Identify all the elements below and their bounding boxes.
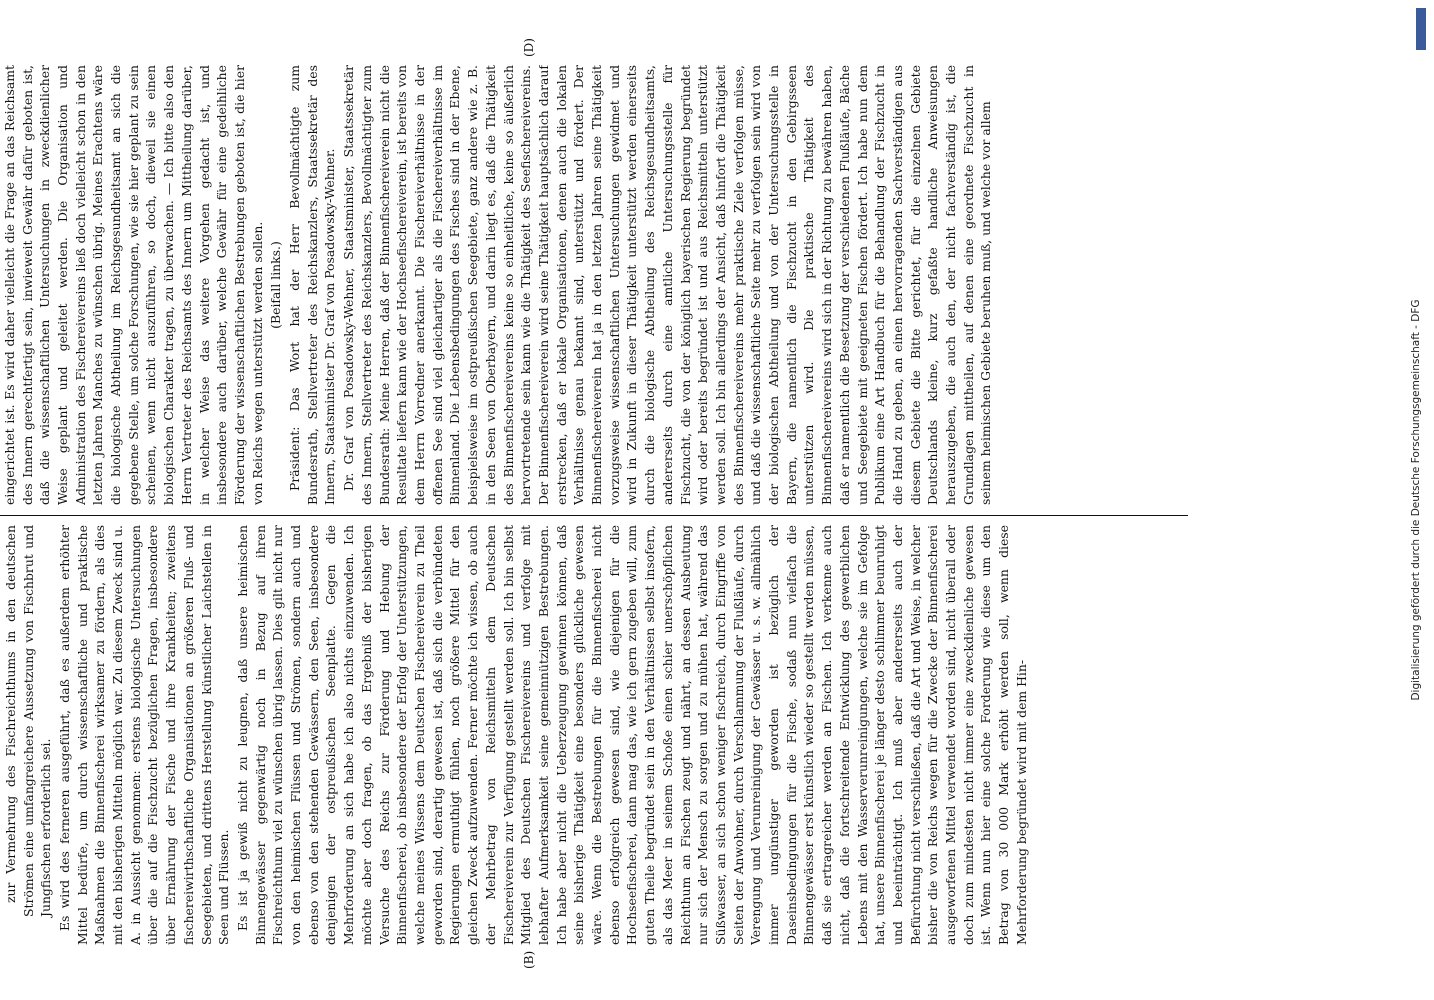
right-column: [0, 65, 1192, 505]
applause-note: (Beifall links.): [268, 241, 284, 329]
paragraph: [0, 525, 1, 945]
margin-letter-d: (D): [522, 38, 536, 57]
paragraph: eingerichtet ist. Es wird daher vielleicht die Frage an das Reichsamt des Innern gerechtfertigt sein, inwieweit Gewähr dafür geboten ist, daß die wissenschaftlichen Untersuchungen in zweckdienlicher Weise geplant und geleitet werden. Die Organisation und Administration des Fischereivereins ließ doch vielleicht schon in den letzten Jahren Manches zu wünschen übrig. Meines Erachtens wäre die biologische Abtheilung im Reichsgesundheitsamt an sich die gegebene Stelle, um solche Forschungen, wie sie hier geplant zu sein scheinen, wenn nicht auszuführen, so doch, dieweil sie einen biologischen Charakter tragen, zu überwachen. — Ich bitte also den Herrn Vertreter des Reichsamts des Innern um Mittheilung darüber, in welcher Weise das weitere Vorgehen gedacht ist, und insbesondere auch darüber, welche Gewähr für eine gedeihliche Förderung der wissenschaftlichen Bestrebungen geboten ist, die hier von Reichs wegen unterstützt werden sollen.: [1, 65, 265, 505]
quoted-paragraph: zur Vermehrung des Fischreichthums in den deutschen Strömen eine umfangreichere Aussetzung von Fischbrut und Jungfischen erforderlich sei.: [2, 525, 54, 917]
president-paragraph: Präsident: Das Wort hat der Herr Bevollmächtigte zum Bundesrath, Stellvertreter des Reichskanzlers, Staatssekretär des Innern, Staatsminister Dr. Graf von Posadowsky-Wehner.: [287, 65, 338, 505]
paragraph: Es ist ja gewiß nicht zu leugnen, daß unsere heimischen Binnengewässer gegenwärtig noch in Bezug auf ihren Fischreichthum viel zu wünschen übrig lassen. Dies gilt nicht nur von den heimischen Flüssen und Strömen, sondern auch und ebenso von den stehenden Gewässern, den Seen, insbesondere denjenigen der ostpreußischen Seenplatte. Gegen die Mehrforderung an sich habe ich also nichts einzuwenden. Ich möchte aber doch fragen, ob das Ergebniß der bisherigen Versuche des Reichs zur Förderung und Hebung der Binnenfischerei, ob insbesondere der Erfolg der Unterstützungen, welche meines Wissens dem Deutschen Fischereiverein zu Theil geworden sind, derartig gewesen ist, daß sich die verbündeten Regierungen ermuthigt fühlen, noch größere Mittel für den gleichen Zweck aufzuwenden. Ferner möchte ich wissen, ob auch der Mehrbetrag von Reichsmitteln dem Deutschen Fischereiverein zur Verfügung gestellt werden soll. Ich bin selbst Mitglied des Deutschen Fischereivereins und verfolge mit lebhafter Aufmerksamkeit seine gemeinnützigen Bestrebungen. Ich habe aber nicht die Ueberzeugung gewinnen können, daß seine bisherige Thätigkeit eine besonders glückliche gewesen wäre. Wenn die Bestrebungen für die Binnenfischerei nicht ebenso erfolgreich gewesen sind, wie diejenigen für die Hochseefischerei, dann mag das, wie ich gern zugeben will, zum guten Theile begründet sein in den Verhältnissen selbst insofern, als das Meer in seinem Schoße einen schier unerschöpflichen Reichthum an Fischen zeugt und nährt, an dessen Ausbeutung nur sich der Mensch zu sorgen und zu mühen hat, während das Süßwasser, an sich schon weniger fischreich, durch Eingriffe von Seiten der Anwohner, durch Verschlammung der Flußläufe, durch Verengung und Verunreinigung der Gewässer u. s. w. allmählich immer ungünstiger geworden ist bezüglich der Daseinsbedingungen für die Fische, sodaß nun vielfach die Binnengewässer erst künstlich wieder so gestellt werden müssen, daß sie ertragreicher werden an Fischen. Ich verkenne auch nicht, daß die fortschreitende Entwicklung des gewerblichen Lebens mit den Wasserverunreinigungen, welche sie im Gefolge hat, unsere Binnenfischerei je länger desto schlimmer beunruhigt und beeinträchtigt. Ich muß aber andererseits auch der Befürchtung nicht verschließen, daß die Art und Weise, in welcher bisher die von Reichs wegen für die Zwecke der Binnenfischerei ausgeworfenen Mittel verwendet worden sind, nicht überall oder doch zum mindesten nicht immer eine zweckdienliche gewesen ist. Wenn nun hier eine solche Forderung wie diese um den Betrag von 30 000 Mark erhöht werden soll, wenn diese Mehrforderung begründet wird mit dem Hin-: [234, 525, 1029, 945]
margin-letter-b: (B): [522, 950, 536, 969]
column-divider: [0, 515, 1188, 516]
left-column: [0, 525, 1192, 945]
paragraph: Dr. Graf von Posadowsky-Wehner, Staatsminister, Staatssekretär des Innern, Stellvertreter des Reichskanzlers, Bevollmächtigter zum Bundesrath: Meine Herren, daß der Binnenfischereiverein nicht die Resultate liefern kann wie der Hochseefischereiverein, ist bereits von dem Herrn Vorredner anerkannt. Die Fischereiverhältnisse in der offenen See sind viel gleichartiger als die Fischereiverhältnisse im Binnenland. Die Lebensbedingungen des Fisches sind in der Ebene, beispielsweise im ostpreußischen Seegebiete, ganz andere wie z. B. in den Seen von Oberbayern, und darin liegt es, daß die Thätigkeit des Binnenfischereivereins keine so einheitliche, keine so äußerlich hervortretende sein kann wie die Thätigkeit des Seefischereivereins. Der Binnenfischereiverein wird seine Thätigkeit hauptsächlich darauf erstrecken, daß er lokale Organisationen, denen auch die lokalen Verhältnisse genau bekannt sind, unterstützt und fördert. Der Binnenfischereiverein hat ja in den letzten Jahren seine Thätigkeit vorzugsweise wissenschaftlichen Untersuchungen gewidmet und wird in Zukunft in dieser Thätigkeit unterstützt werden einerseits durch die biologische Abtheilung des Reichsgesundheitsamts, andererseits durch eine amtliche Untersuchungsstelle für Fischzucht, die von der königlich bayerischen Regierung begründet wird oder bereits begründet ist und aus Reichsmitteln unterstützt werden soll. Ich bin allerdings der Ansicht, daß hinfort die Thätigkeit des Binnenfischereivereins mehr praktische Ziele verfolgen müsse, und daß die wissenschaftliche Seite mehr zu verfolgen sein wird von der biologischen Abtheilung und von der Untersuchungsstelle in Bayern, die namentlich die Fischzucht in den Gebirgsseen unterstützen wird. Die praktische Thätigkeit des Binnenfischereivereins wird sich in der Richtung zu bewähren haben, daß er namentlich die Besetzung der verschiedenen Flußläufe, Bäche und Seegebiete mit geeigneten Fischen fördert. Ich habe nun dem Publikum eine Art Handbuch für die Behandlung der Fischzucht in die Hand zu geben, an einen hervorragenden Sachverständigen aus diesem Gebiete die Bitte gerichtet, für die einzelnen Gebiete Deutschlands kleine, kurz gefaßte handliche Anweisungen herauszugeben, die auch den, der nicht fachverständig ist, die Grundlagen mittheilen, auf denen eine geordnete Fischzucht in seinem heimischen Gebiete beruhen muß, und welche vor allem: [341, 65, 994, 505]
rotated-page-content: [0, 25, 1202, 975]
digitization-credit: [1403, 12, 1429, 988]
credit-text: Digitalisierung gefördert durch die Deutsche Forschungsgemeinschaft - DFG: [1410, 299, 1422, 701]
paragraph: Es wird des ferneren ausgeführt, daß es außerdem erhöhter Mittel bedürfe, um durch wissenschaftliche und praktische Maßnahmen die Binnenfischerei wirksamer zu fördern, als dies mit den bisherigen Mitteln möglich war. Zu diesem Zweck sind u. A. in Aussicht genommen: erstens biologische Untersuchungen über die auf die Fischzucht bezüglichen Fragen, insbesondere über Ernährung der Fische und ihre Krankheiten; zweitens fischereiwirthschaftliche Organisationen an größeren Fluß- und Seegebieten, und drittens Herstellung künstlicher Laichstellen in Seen und Flüssen.: [56, 525, 232, 945]
